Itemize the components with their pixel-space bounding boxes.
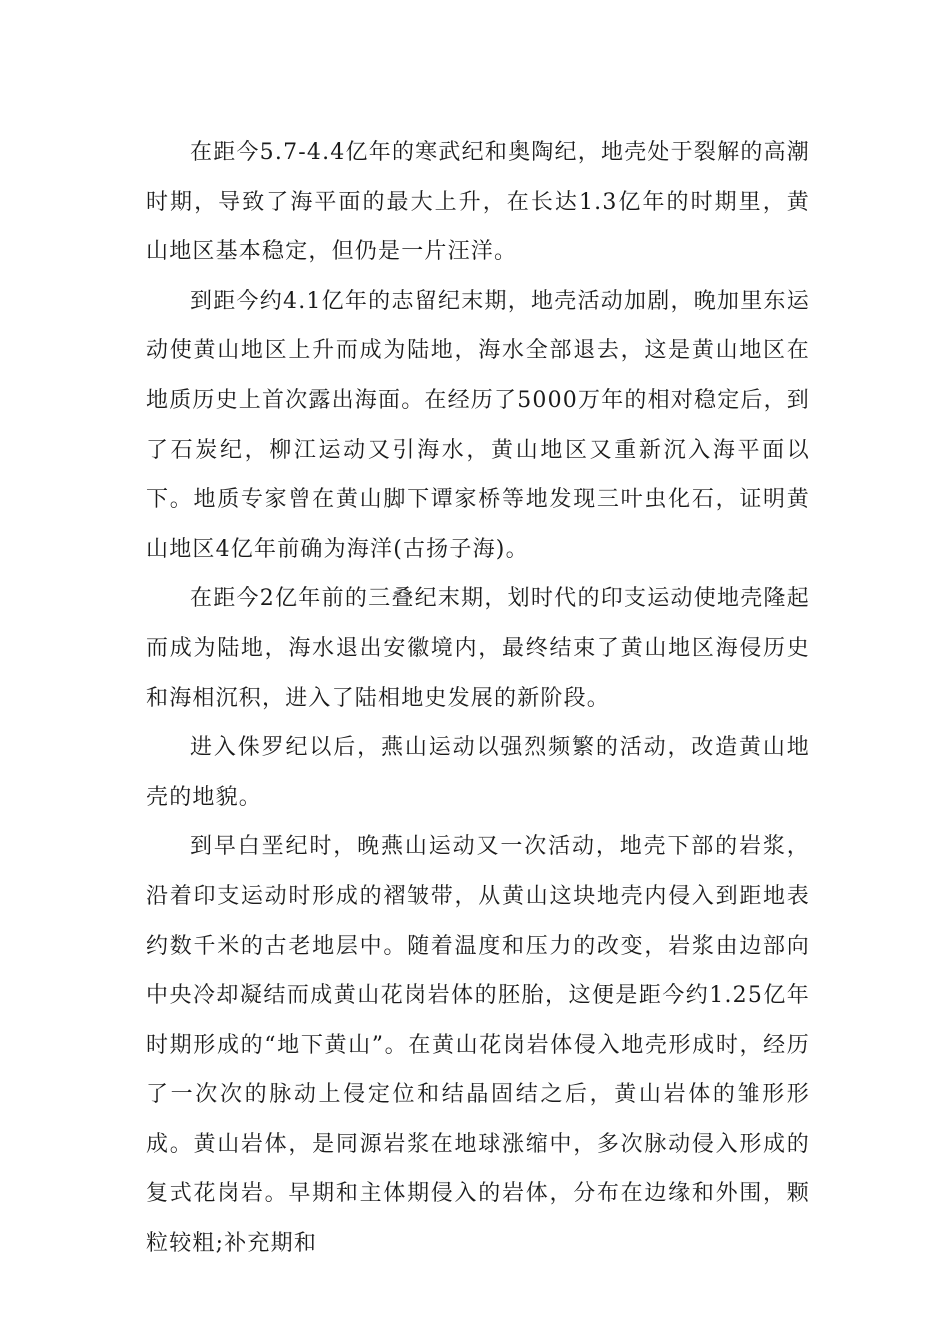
paragraph-triassic: 在距今2亿年前的三叠纪末期，划时代的印支运动使地壳隆起而成为陆地，海水退出安徽境内，最终结束了黄山地区海侵历史和海相沉积，进入了陆相地史发展的新阶段。 [146,586,810,711]
document-body [146,128,810,1269]
paragraph-cambrian-ordovician: 在距今5.7-4.4亿年的寒武纪和奥陶纪，地壳处于裂解的高潮时期，导致了海平面的最大上升，在长达1.3亿年的时期里，黄山地区基本稳定，但仍是一片汪洋。 [146,140,810,265]
paragraph-jurassic: 进入侏罗纪以后，燕山运动以强烈频繁的活动，改造黄山地壳的地貌。 [146,735,810,810]
paragraph-silurian-carboniferous: 到距今约4.1亿年的志留纪末期，地壳活动加剧，晚加里东运动使黄山地区上升而成为陆地，海水全部退去，这是黄山地区在地质历史上首次露出海面。在经历了5000万年的相对稳定后，到了石炭纪，柳江运动又引海水，黄山地区又重新沉入海平面以下。地质专家曾在黄山脚下谭家桥等地发现三叶虫化石，证明黄山地区4亿年前确为海洋(古扬子海)。 [146,288,810,562]
paragraph-cretaceous: 到早白垩纪时，晚燕山运动又一次活动，地壳下部的岩浆，沿着印支运动时形成的褶皱带，从黄山这块地壳内侵入到距地表约数千米的古老地层中。随着温度和压力的改变，岩浆由边部向中央冷却凝结而成黄山花岗岩体的胚胎，这便是距今约1.25亿年时期形成的“地下黄山”。在黄山花岗岩体侵入地壳形成时，经历了一次次的脉动上侵定位和结晶固结之后，黄山岩体的雏形形成。黄山岩体，是同源岩浆在地球涨缩中，多次脉动侵入形成的复式花岗岩。早期和主体期侵入的岩体，分布在边缘和外围，颗粒较粗;补充期和 [146,834,810,1257]
